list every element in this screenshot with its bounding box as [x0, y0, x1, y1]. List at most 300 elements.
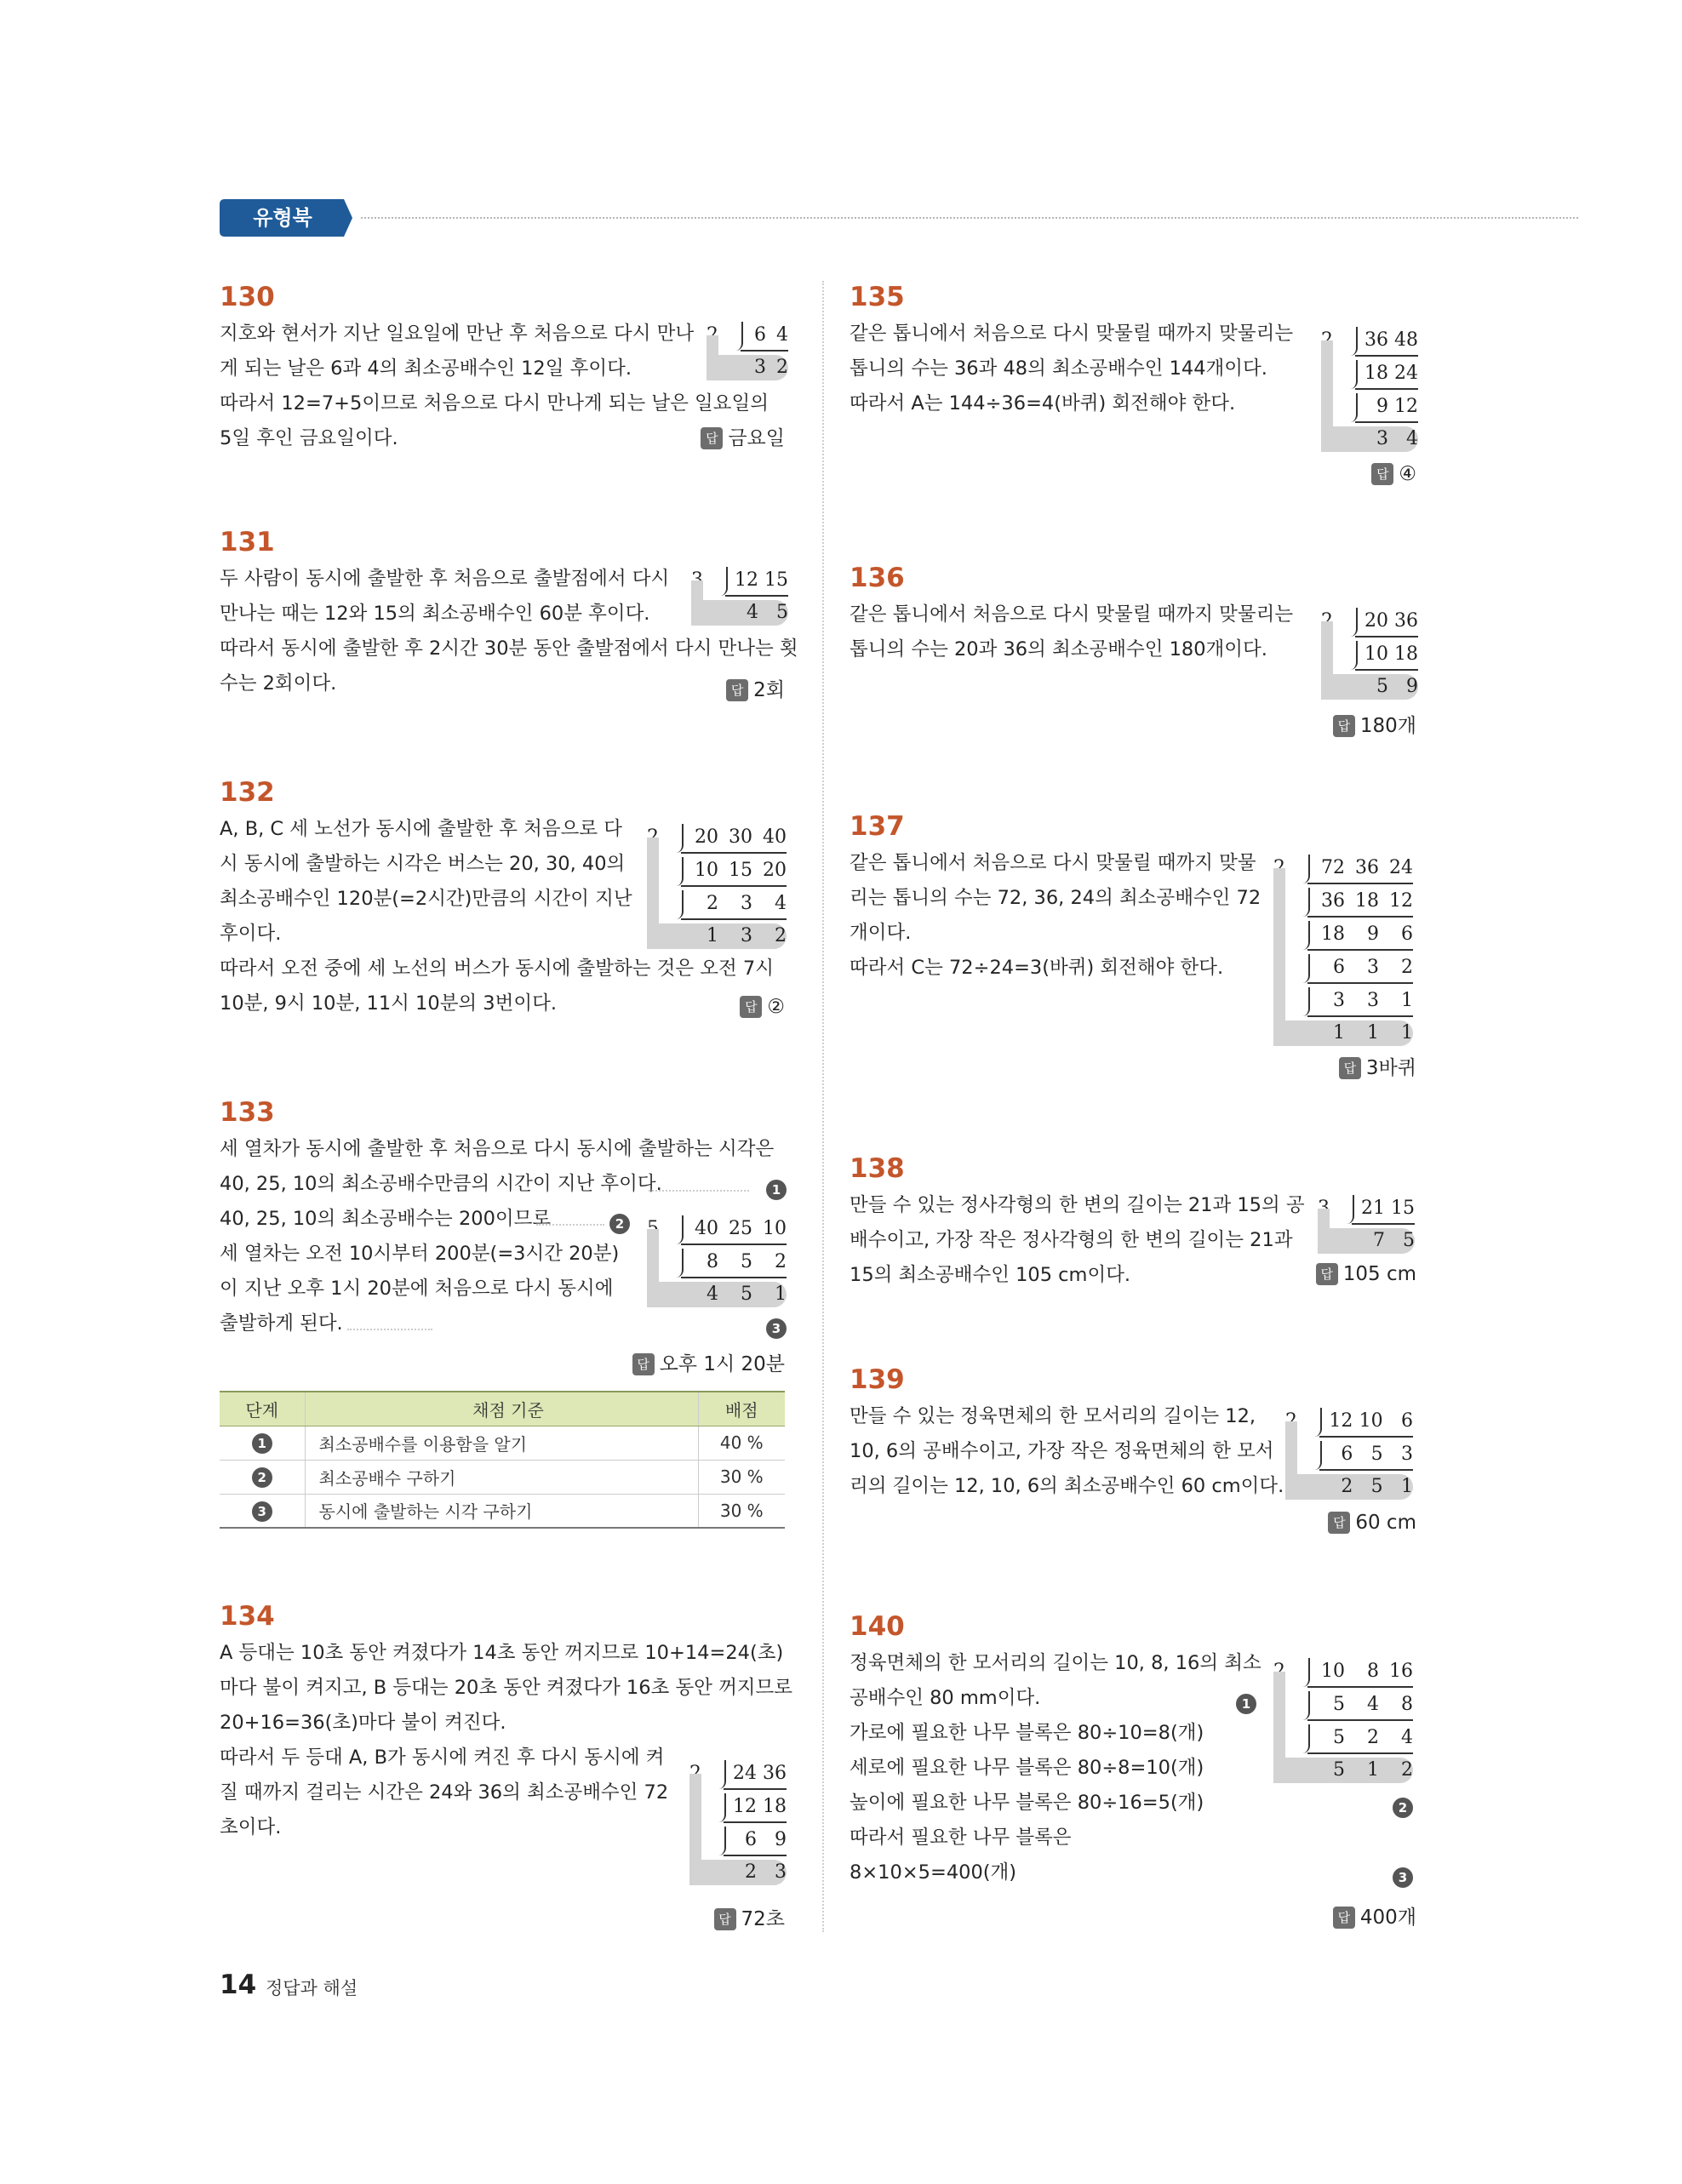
solution-line: 따라서 필요한 나무 블록은	[850, 1827, 1072, 1849]
division-row	[1321, 323, 1418, 357]
division-136	[1321, 604, 1418, 700]
answer-mark: 답	[632, 1353, 655, 1375]
division-result-row	[1318, 1228, 1415, 1254]
scoring-row	[220, 1460, 785, 1494]
division-underline	[725, 595, 788, 597]
solution-line: 5일 후인 금요일이다.	[220, 427, 398, 449]
dividend: 3	[1333, 990, 1345, 1011]
quotient: 3	[754, 357, 766, 378]
dividend: 48	[1394, 329, 1418, 351]
step-marker-3: 3	[1393, 1867, 1413, 1888]
division-highlight-bar	[1273, 868, 1285, 1046]
division-underline	[681, 1277, 787, 1278]
problem-139	[850, 1360, 1284, 1504]
division-highlight-bar	[707, 335, 718, 380]
division-row	[1321, 637, 1418, 671]
solution-text	[220, 317, 769, 456]
quotient: 3	[775, 1861, 787, 1883]
solution-line: 세로에 필요한 나무 블록은 80÷8=10(개)	[850, 1757, 1204, 1779]
dividend: 4	[775, 893, 787, 914]
answer-131	[726, 674, 785, 702]
division-row	[647, 1245, 787, 1278]
dividend: 15	[1391, 1198, 1415, 1219]
solution-line: 질 때까지 걸리는 시간은 24와 36의 최소공배수인 72	[220, 1781, 669, 1804]
solution-line: 10, 6의 공배수이고, 가장 작은 정육면체의 한 모서	[850, 1440, 1274, 1462]
division-row	[1321, 357, 1418, 390]
division-row	[647, 887, 787, 920]
quotient: 5	[1376, 676, 1388, 697]
answer-text: 금요일	[728, 427, 785, 449]
division-bracket	[1350, 327, 1358, 356]
division-bracket	[1350, 641, 1358, 670]
dividend: 20	[695, 826, 718, 848]
dividend: 1	[1401, 990, 1413, 1011]
division-row	[1273, 951, 1413, 984]
solution-text	[850, 846, 1261, 986]
division-139	[1285, 1404, 1413, 1500]
solution-line: 따라서 동시에 출발한 후 2시간 30분 동안 출발점에서 다시 만나는 횟	[220, 637, 798, 660]
division-131	[691, 563, 788, 626]
division-row	[1273, 1655, 1413, 1688]
solution-line: 같은 톱니에서 처음으로 다시 맞물릴 때까지 맞물	[850, 852, 1256, 874]
dividend: 9	[775, 1829, 787, 1850]
dividend: 40	[695, 1218, 718, 1239]
problem-number: 132	[220, 777, 275, 808]
division-bracket	[676, 1249, 684, 1278]
dividend: 6	[754, 324, 766, 346]
dividend: 36	[1355, 857, 1379, 878]
division-result-row	[647, 1282, 787, 1307]
header-step: 단계	[220, 1392, 305, 1426]
step-marker-3: 3	[766, 1318, 787, 1339]
answer-mark: 답	[726, 679, 748, 701]
dividend: 8	[707, 1251, 718, 1272]
solution-line: 따라서 두 등대 A, B가 동시에 켜진 후 다시 동시에 켜	[220, 1747, 665, 1769]
division-bracket	[1314, 1408, 1322, 1437]
division-bracket	[1302, 987, 1310, 1016]
dividend: 30	[729, 826, 752, 848]
dividend: 6	[1400, 1410, 1413, 1432]
problem-130	[220, 277, 769, 456]
division-highlight-bar	[1285, 1421, 1297, 1500]
quotient: 5	[1403, 1230, 1415, 1251]
answer-134	[714, 1903, 786, 1931]
solution-line: 만들 수 있는 정사각형의 한 변의 길이는 21과 15의 공	[850, 1194, 1305, 1216]
step-cell	[220, 1494, 305, 1528]
quotient: 2	[1341, 1476, 1353, 1497]
quotient: 4	[1406, 428, 1418, 449]
quotient: 2	[745, 1861, 757, 1883]
problem-137	[850, 807, 1261, 986]
problem-140	[850, 1607, 1262, 1890]
scoring-table	[220, 1391, 785, 1529]
dividend: 16	[1389, 1661, 1413, 1682]
dividend: 15	[729, 860, 752, 881]
division-row	[1321, 390, 1418, 423]
step-marker-1: 1	[1236, 1694, 1256, 1714]
quotient: 3	[1376, 428, 1388, 449]
division-underline	[741, 350, 788, 352]
division-row	[1318, 1192, 1415, 1225]
dividend: 2	[775, 1251, 787, 1272]
answer-135	[1371, 463, 1416, 485]
answer-140	[1333, 1901, 1416, 1930]
dividend: 18	[1355, 890, 1379, 912]
quotient: 5	[1370, 1476, 1383, 1497]
division-bracket	[1347, 1195, 1354, 1224]
solution-line: 10분, 9시 10분, 11시 10분의 3번이다.	[220, 992, 557, 1015]
answer-mark: 답	[1333, 715, 1355, 737]
dividend: 36	[763, 1763, 787, 1784]
division-result-row	[1285, 1474, 1413, 1500]
division-bracket	[718, 1760, 726, 1789]
dividend: 6	[1401, 923, 1413, 945]
quotient: 5	[1333, 1759, 1345, 1781]
division-underline	[1319, 1469, 1413, 1471]
division-underline	[1307, 1752, 1413, 1754]
division-highlight-bar	[1321, 340, 1333, 452]
dividend: 12	[1389, 890, 1413, 912]
criterion-cell: 최소공배수 구하기	[305, 1460, 698, 1494]
answer-text: 105 cm	[1342, 1263, 1416, 1285]
answer-139	[1328, 1512, 1416, 1534]
solution-line: 40, 25, 10의 최소공배수만큼의 시간이 지난 후이다.	[220, 1173, 662, 1195]
solution-line: 톱니의 수는 36과 48의 최소공배수인 144개이다.	[850, 357, 1267, 380]
solution-line: 세 열차가 동시에 출발한 후 처음으로 다시 동시에 출발하는 시각은	[220, 1138, 775, 1160]
dividend: 6	[1333, 957, 1345, 978]
problem-number: 136	[850, 563, 905, 593]
problem-number: 131	[220, 527, 275, 557]
division-137	[1273, 851, 1413, 1046]
division-underline	[1355, 421, 1418, 423]
quotient: 5	[741, 1284, 752, 1305]
answer-mark: 답	[740, 996, 762, 1018]
dividend: 36	[1364, 329, 1388, 351]
division-bracket	[1350, 608, 1358, 637]
solution-line: 리는 톱니의 수는 72, 36, 24의 최소공배수인 72	[850, 887, 1262, 909]
solution-line: 따라서 A는 144÷36=4(바퀴) 회전해야 한다.	[850, 392, 1236, 415]
division-row	[1273, 1688, 1413, 1721]
solution-line: 같은 톱니에서 처음으로 다시 맞물릴 때까지 맞물리는	[850, 603, 1294, 626]
solution-line: 공배수인 80 mm이다.	[850, 1687, 1041, 1709]
dividend: 5	[1333, 1727, 1345, 1748]
solution-line: 마다 불이 켜지고, B 등대는 20초 동안 켜졌다가 16초 동안 꺼지므로	[220, 1677, 793, 1699]
section-tag	[220, 199, 352, 237]
quotient: 4	[707, 1284, 718, 1305]
dividend: 8	[1401, 1694, 1413, 1715]
dividend: 10	[1364, 643, 1388, 665]
division-result-row	[1273, 1758, 1413, 1783]
criterion-cell: 최소공배수를 이용함을 알기	[305, 1426, 698, 1460]
division-135	[1321, 323, 1418, 452]
division-row	[647, 1212, 787, 1245]
answer-text: 60 cm	[1355, 1512, 1416, 1534]
division-row	[1285, 1404, 1413, 1438]
division-row	[691, 563, 788, 597]
dividend: 12	[1394, 396, 1418, 417]
dividend: 5	[741, 1251, 752, 1272]
division-138	[1318, 1192, 1415, 1254]
division-row	[689, 1757, 787, 1790]
division-bracket	[718, 1793, 726, 1822]
division-bracket	[1350, 360, 1358, 389]
tag-label: 유형북	[253, 206, 312, 230]
solution-line: 만나는 때는 12와 15의 최소공배수인 60분 후이다.	[220, 603, 650, 625]
solution-line: 개이다.	[850, 922, 912, 944]
answer-text: 오후 1시 20분	[659, 1353, 785, 1375]
division-133	[647, 1212, 787, 1307]
dividend: 25	[729, 1218, 752, 1239]
answer-mark: 답	[1339, 1057, 1361, 1079]
solution-text	[850, 1188, 1305, 1293]
solution-line: 이 지난 오후 1시 20분에 처음으로 다시 동시에	[220, 1278, 614, 1300]
division-row	[1273, 918, 1413, 951]
dividend: 24	[1389, 857, 1413, 878]
division-result-row	[1321, 674, 1418, 700]
points-cell: 40 %	[698, 1426, 785, 1460]
quotient: 1	[1333, 1022, 1345, 1043]
points-cell: 30 %	[698, 1460, 785, 1494]
dividend: 4	[1401, 1727, 1413, 1748]
solution-line: 높이에 필요한 나무 블록은 80÷16=5(개)	[850, 1792, 1204, 1814]
problem-number: 133	[220, 1097, 275, 1128]
solution-line: 톱니의 수는 20과 36의 최소공배수인 180개이다.	[850, 638, 1267, 660]
step-marker: 3	[252, 1501, 272, 1522]
division-bracket	[676, 857, 684, 886]
division-row	[1285, 1438, 1413, 1471]
quotient: 2	[776, 357, 788, 378]
dividend: 3	[1400, 1444, 1413, 1465]
answer-136	[1333, 710, 1416, 738]
solution-line: 수는 2회이다.	[220, 672, 337, 695]
quotient: 2	[775, 925, 787, 946]
dividend: 10	[1359, 1410, 1383, 1432]
division-result-row	[707, 355, 788, 380]
solution-line: 초이다.	[220, 1816, 282, 1838]
solution-text	[850, 317, 1293, 421]
quotient: 7	[1373, 1230, 1385, 1251]
division-highlight-bar	[647, 1229, 659, 1307]
step-cell	[220, 1426, 305, 1460]
dividend: 12	[735, 569, 758, 591]
problem-138	[850, 1149, 1305, 1293]
solution-line: 8×10×5=400(개)	[850, 1861, 1017, 1884]
division-highlight-bar	[1273, 1672, 1285, 1783]
division-bracket	[1302, 888, 1310, 917]
dividend: 3	[1367, 957, 1379, 978]
dividend: 36	[1321, 890, 1345, 912]
division-result-row	[647, 923, 787, 949]
quotient: 1	[1401, 1022, 1413, 1043]
dividend: 18	[1394, 643, 1418, 665]
division-result-row	[691, 600, 788, 626]
answer-mark: 답	[1333, 1907, 1355, 1929]
answer-text: 72초	[741, 1908, 785, 1930]
page-number: 14	[220, 1970, 257, 2000]
solution-line: 만들 수 있는 정육면체의 한 모서리의 길이는 12,	[850, 1405, 1256, 1427]
division-bracket	[1302, 1658, 1310, 1687]
division-bracket	[1302, 1724, 1310, 1753]
division-bracket	[718, 1827, 726, 1855]
step-marker-2: 2	[609, 1214, 630, 1234]
dividend: 40	[763, 826, 787, 848]
dividend: 3	[741, 893, 752, 914]
solution-line: 출발하게 된다.	[220, 1312, 343, 1335]
division-underline	[1355, 669, 1418, 671]
problem-number: 140	[850, 1611, 905, 1642]
solution-text	[850, 1646, 1262, 1890]
scoring-row	[220, 1494, 785, 1528]
quotient: 3	[741, 925, 752, 946]
solution-text	[850, 597, 1293, 667]
header-criterion: 채점 기준	[305, 1392, 698, 1426]
leader-dots	[649, 1190, 749, 1192]
division-132	[647, 820, 787, 949]
leader-dots	[347, 1329, 432, 1330]
scoring-header-row	[220, 1392, 785, 1426]
solution-line: 가로에 필요한 나무 블록은 80÷10=8(개)	[850, 1722, 1204, 1744]
step-marker: 1	[252, 1433, 272, 1454]
answer-mark: 답	[1371, 463, 1393, 485]
dividend: 12	[733, 1796, 757, 1817]
division-bracket	[676, 824, 684, 853]
division-highlight-bar	[1321, 621, 1333, 700]
division-140	[1273, 1655, 1413, 1783]
division-bracket	[1302, 954, 1310, 983]
step-marker-2: 2	[1393, 1798, 1413, 1818]
footer-label: 정답과 해설	[266, 1978, 358, 1998]
division-row	[1273, 1721, 1413, 1754]
dividend: 20	[763, 860, 787, 881]
dividend: 6	[1341, 1444, 1353, 1465]
answer-130	[701, 422, 785, 450]
dividend: 20	[1364, 610, 1388, 632]
division-bracket	[735, 322, 743, 351]
answer-text: ④	[1399, 463, 1416, 485]
dividend: 12	[1329, 1410, 1353, 1432]
dividend: 3	[1367, 990, 1379, 1011]
quotient: 1	[1367, 1022, 1379, 1043]
leader-dots	[536, 1224, 604, 1226]
answer-mark: 답	[714, 1908, 736, 1930]
answer-text: 180개	[1359, 715, 1416, 737]
solution-line: 세 열차는 오전 10시부터 200분(=3시간 20분)	[220, 1243, 620, 1265]
problem-number: 134	[220, 1601, 275, 1632]
division-underline	[681, 918, 787, 920]
answer-138	[1316, 1263, 1416, 1285]
solution-line: 시 동시에 출발하는 시각은 버스는 20, 30, 40의	[220, 853, 626, 875]
answer-137	[1339, 1052, 1416, 1080]
solution-line: 20+16=36(초)마다 불이 켜진다.	[220, 1712, 506, 1734]
quotient: 2	[1401, 1759, 1413, 1781]
division-underline	[1307, 1015, 1413, 1017]
problem-136	[850, 558, 1293, 667]
dividend: 4	[1367, 1694, 1379, 1715]
division-row	[1273, 884, 1413, 918]
division-underline	[1352, 1223, 1415, 1225]
division-highlight-bar	[691, 580, 703, 626]
division-bracket	[1302, 921, 1310, 950]
dividend: 6	[745, 1829, 757, 1850]
answer-text: 3바퀴	[1365, 1057, 1416, 1079]
solution-line: 정육면체의 한 모서리의 길이는 10, 8, 16의 최소	[850, 1652, 1262, 1674]
problem-135	[850, 277, 1293, 421]
division-bracket	[676, 890, 684, 919]
problem-number: 138	[850, 1153, 905, 1184]
division-row	[647, 854, 787, 887]
problem-number: 139	[850, 1364, 905, 1395]
division-highlight-bar	[1318, 1209, 1330, 1254]
dividend: 10	[763, 1218, 787, 1239]
division-highlight-bar	[647, 838, 659, 949]
answer-text: ②	[767, 996, 785, 1018]
division-130	[707, 318, 788, 380]
division-row	[1273, 984, 1413, 1017]
solution-line: A, B, C 세 노선가 동시에 출발한 후 처음으로 다	[220, 818, 622, 840]
header-dotted-rule	[361, 217, 1578, 219]
dividend: 2	[1367, 1727, 1379, 1748]
division-row	[689, 1823, 787, 1856]
quotient: 9	[1406, 676, 1418, 697]
solution-line: 배수이고, 가장 작은 정사각형의 한 변의 길이는 21과	[850, 1229, 1293, 1251]
dividend: 21	[1361, 1198, 1385, 1219]
dividend: 18	[1364, 363, 1388, 384]
solution-line: 후이다.	[220, 923, 282, 945]
division-result-row	[689, 1860, 787, 1885]
division-row	[1321, 604, 1418, 637]
answer-133	[632, 1348, 785, 1376]
division-bracket	[676, 1215, 684, 1244]
division-result-row	[1321, 426, 1418, 452]
dividend: 24	[733, 1763, 757, 1784]
column-divider	[822, 281, 824, 1932]
quotient: 1	[775, 1284, 787, 1305]
solution-line: 지호와 현서가 지난 일요일에 만난 후 처음으로 다시 만나	[220, 323, 695, 345]
solution-line: 따라서 오전 중에 세 노선의 버스가 동시에 출발하는 것은 오전 7시	[220, 958, 774, 980]
dividend: 15	[764, 569, 788, 591]
step-marker: 2	[252, 1467, 272, 1488]
division-row	[707, 318, 788, 352]
step-marker-1: 1	[766, 1180, 787, 1200]
quotient: 1	[707, 925, 718, 946]
solution-line: 리의 길이는 12, 10, 6의 최소공배수인 60 cm이다.	[850, 1475, 1284, 1497]
dividend: 2	[707, 893, 718, 914]
scoring-row	[220, 1426, 785, 1460]
answer-text: 400개	[1359, 1907, 1416, 1929]
division-highlight-bar	[689, 1774, 701, 1885]
dividend: 9	[1376, 396, 1388, 417]
division-row	[1273, 851, 1413, 884]
solution-line: 두 사람이 동시에 출발한 후 처음으로 출발점에서 다시	[220, 568, 670, 590]
solution-text	[850, 1399, 1284, 1504]
division-row	[689, 1790, 787, 1823]
dividend: 18	[763, 1796, 787, 1817]
solution-line: A 등대는 10초 동안 켜졌다가 14초 동안 꺼지므로 10+14=24(초)	[220, 1642, 784, 1664]
division-row	[647, 820, 787, 854]
solution-line: 따라서 12=7+5이므로 처음으로 다시 만나게 되는 날은 일요일의	[220, 392, 769, 415]
dividend: 36	[1394, 610, 1418, 632]
division-134	[689, 1757, 787, 1885]
division-bracket	[1302, 1691, 1310, 1720]
answer-132	[740, 996, 785, 1018]
dividend: 5	[1370, 1444, 1383, 1465]
quotient: 5	[776, 602, 788, 623]
points-cell: 30 %	[698, 1494, 785, 1528]
solution-line: 40, 25, 10의 최소공배수는 200이므로	[220, 1208, 552, 1230]
step-cell	[220, 1460, 305, 1494]
dividend: 5	[1333, 1694, 1345, 1715]
solution-line: 최소공배수인 120분(=2시간)만큼의 시간이 지난	[220, 888, 632, 910]
